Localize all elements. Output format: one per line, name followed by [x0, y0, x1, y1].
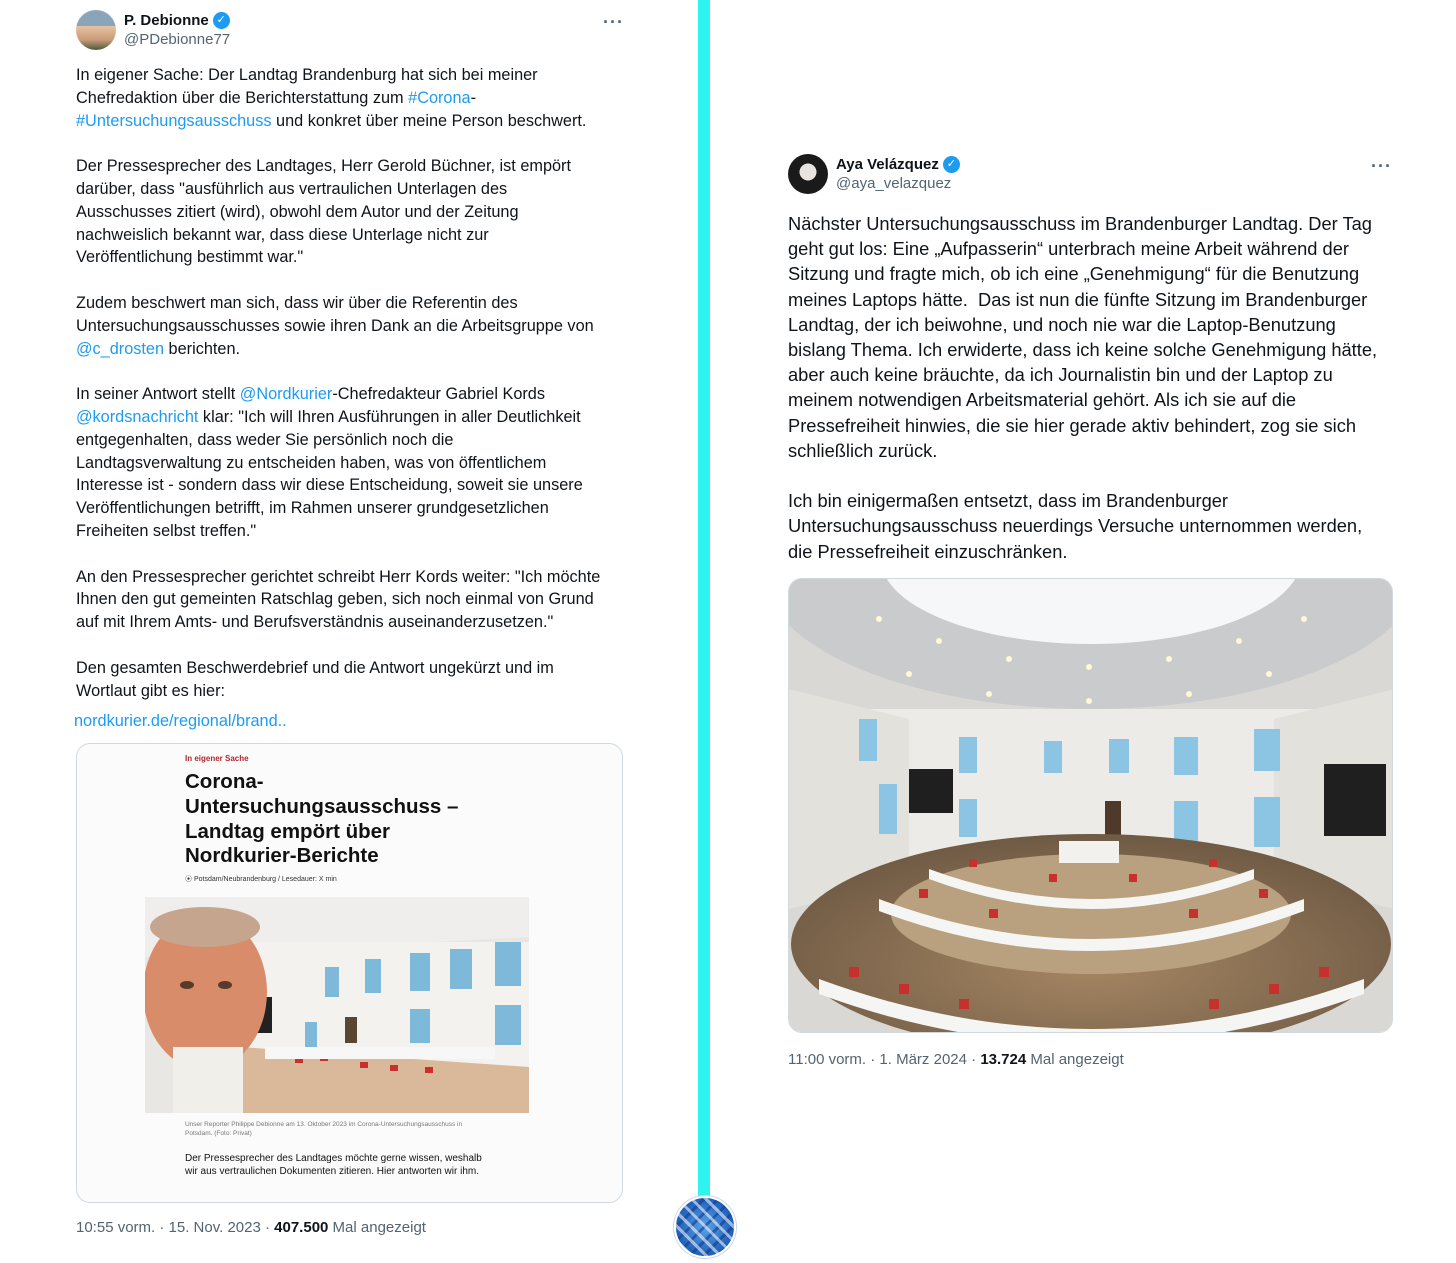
avatar[interactable]	[76, 10, 116, 50]
plenary-selfie-image	[145, 897, 529, 1113]
more-options-icon[interactable]: ···	[603, 12, 624, 32]
text-segment: klar: "Ich will Ihren Ausführungen in aller Deutlichkeit entgegenhalten, dass weder Sie persönlich noch die Landtagsverwaltung zu entscheiden haben, was von öffentlichem Interesse ist - sondern dass wir diese Entscheidung, soweit sie unsere Veröffentlichungen betrifft, im Rahmen unserer grundgesetzlichen Freiheiten selbst treffen." An den Pressesprecher gerichtet schreibt Herr Kords weiter: "Ich möchte Ihnen den gut gemeinten Ratschlag geben, sich noch einmal von Grund auf mit Ihrem Amts- und Berufsverständnis auseinanderzusetzen." Den gesamten Beschwerdebrief und die Antwort ungekürzt und im Wortlaut gibt es hier:	[76, 407, 601, 700]
tweet-timestamp[interactable]: 11:00 vorm. · 1. März 2024 ·	[788, 1050, 981, 1068]
view-count: 407.500	[274, 1219, 329, 1237]
verified-badge-icon: ✓	[943, 156, 960, 173]
tweet-debionne	[76, 8, 636, 1236]
mention-c-drosten[interactable]: @c_drosten	[76, 339, 165, 358]
cyan-divider	[698, 0, 710, 1200]
mention-kordsnachricht[interactable]: @kordsnachricht	[76, 407, 199, 426]
author-handle[interactable]: @PDebionne77	[124, 31, 231, 48]
article-card[interactable]	[76, 743, 623, 1203]
views-label: Mal angezeigt	[1026, 1050, 1124, 1068]
tweet-text	[76, 64, 636, 702]
plenary-hall-image	[789, 579, 1393, 1033]
article-title: Corona- Untersuchungsausschuss – Landtag empört über Nordkurier-Berichte	[185, 770, 459, 868]
logo-badge-icon	[674, 1196, 736, 1258]
avatar[interactable]	[788, 154, 828, 194]
article-meta-text: Potsdam/Neubrandenburg / Lesedauer: X min	[193, 876, 337, 884]
article-meta	[185, 874, 337, 884]
verified-badge-icon: ✓	[213, 12, 230, 29]
view-count: 13.724	[980, 1050, 1027, 1068]
article-lede: Der Pressesprecher des Landtages möchte gerne wissen, weshalb wir aus vertraulichen Dokumenten zitieren. Hier antworten wir ihm.	[185, 1153, 482, 1178]
article-photo	[145, 897, 529, 1113]
article-kicker: In eigener Sache	[185, 754, 249, 764]
text-segment: berichten. In seiner Antwort stellt	[76, 339, 241, 404]
tweet-text: Nächster Untersuchungsausschuss im Brandenburger Landtag. Der Tag geht gut los: Eine „Aufpasserin“ unterbrach meine Arbeit während der Sitzung und fragte mich, ob ich eine „Genehmigung“ für die Benutzung meines Laptops hätte. Das ist nun die fünfte Sitzung im Brandenburger Landtag, der ich beiwohne, und noch nie war die Laptop-Benutzung bislang Thema. Ich erwiderte, dass ich keine solche Genehmigung hätte, aber auch keine bräuchte, da ich Journalistin bin und der Laptop zu meinem notwendigen Arbeitsmaterial gehört. Als ich sie auf die Pressefreiheit hinwies, die sie hier gerade aktiv behindert, zog sie sich schließlich zurück. Ich bin einigermaßen entsetzt, dass im Brandenburger Untersuchungsausschuss neuerdings Versuche unternommen werden, die Pressefreiheit einzuschränken.	[788, 213, 1378, 562]
author-handle[interactable]: @aya_velazquez	[836, 175, 952, 192]
author-block	[836, 155, 960, 193]
tweet-timestamp[interactable]: 10:55 vorm. · 15. Nov. 2023 ·	[76, 1219, 275, 1237]
tweet-meta	[76, 1219, 636, 1236]
tweet-meta	[788, 1051, 1400, 1068]
author-name[interactable]: Aya Velázquez	[836, 156, 939, 173]
text-segment: In eigener Sache: Der Landtag Brandenburg hat sich bei meiner Chefredaktion über die Berichterstattung zum	[76, 66, 538, 107]
text-segment: -	[470, 88, 477, 107]
hashtag-untersuchungsausschuss[interactable]: #Untersuchungsausschuss	[76, 111, 272, 130]
tweet-velazquez	[788, 152, 1400, 1068]
more-options-icon[interactable]: ···	[1371, 156, 1392, 176]
tweet-photo[interactable]	[788, 578, 1393, 1033]
views-label: Mal angezeigt	[328, 1219, 426, 1237]
article-photo-caption: Unser Reporter Philippe Debionne am 13. Oktober 2023 im Corona-Untersuchungsausschuss in Potsdam. (Foto: Privat)	[185, 1121, 463, 1138]
author-name[interactable]: P. Debionne	[124, 12, 209, 29]
hashtag-corona[interactable]: #Corona	[408, 88, 471, 107]
article-link[interactable]: nordkurier.de/regional/brand..	[74, 712, 287, 731]
text-segment: -Chefredakteur Gabriel Kords	[332, 385, 545, 404]
location-pin-icon: ⦿	[185, 876, 194, 884]
tweet-header	[76, 8, 636, 52]
mention-nordkurier[interactable]: @Nordkurier	[239, 385, 333, 404]
author-block	[124, 11, 230, 49]
tweet-header	[788, 152, 1400, 196]
text-segment: und konkret über meine Person beschwert. Der Pressesprecher des Landtages, Herr Gerold Büchner, ist empört darüber, dass "ausführlich aus vertraulichen Unterlagen des Ausschusses zitiert (wird), obwohl dem Autor und der Zeitung nachweislich bekannt war, dass diese Unterlage nicht zur Veröffentlichung bestimmt war." Zudem beschwert man sich, dass wir über die Referentin des Untersuchungsausschusses sowie ihren Dank an die Arbeitsgruppe von	[76, 111, 594, 335]
